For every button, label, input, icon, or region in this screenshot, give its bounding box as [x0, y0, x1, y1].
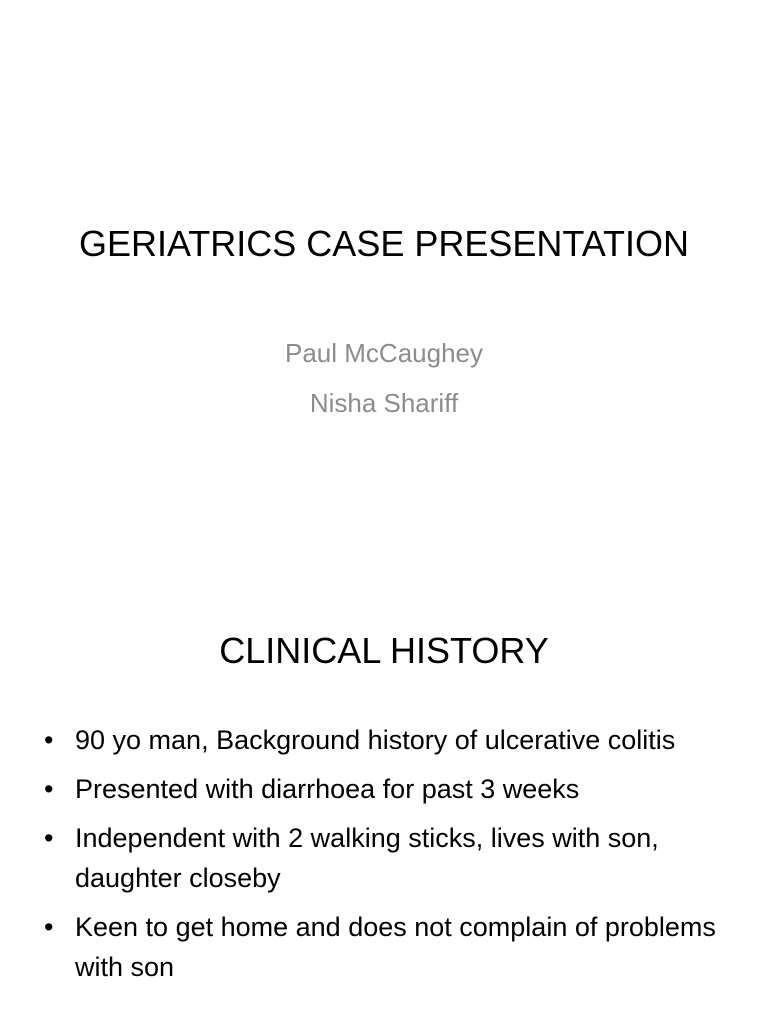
bullet-icon: •	[44, 725, 54, 755]
bullet-text: Independent with 2 walking sticks, lives with son, daughter closeby	[75, 823, 659, 893]
author-name: Paul McCaughey	[285, 338, 483, 368]
list-item	[44, 907, 724, 987]
bullet-text: Presented with diarrhoea for past 3 weeks	[75, 774, 580, 804]
presentation-title: GERIATRICS CASE PRESENTATION	[78, 223, 690, 264]
list-item	[44, 720, 724, 760]
bullet-text: 90 yo man, Background history of ulcerative colitis	[75, 725, 676, 755]
author-name: Nisha Shariff	[309, 388, 459, 418]
bullet-icon: •	[44, 823, 54, 853]
list-item	[44, 769, 724, 809]
bullet-list	[44, 720, 724, 996]
clinical-history-slide	[0, 576, 768, 1024]
bullet-icon: •	[44, 774, 54, 804]
bullet-text: Keen to get home and does not complain of problems with son	[75, 912, 716, 982]
bullet-icon: •	[44, 912, 54, 942]
list-item	[44, 818, 724, 898]
slide-title: CLINICAL HISTORY	[219, 630, 549, 671]
